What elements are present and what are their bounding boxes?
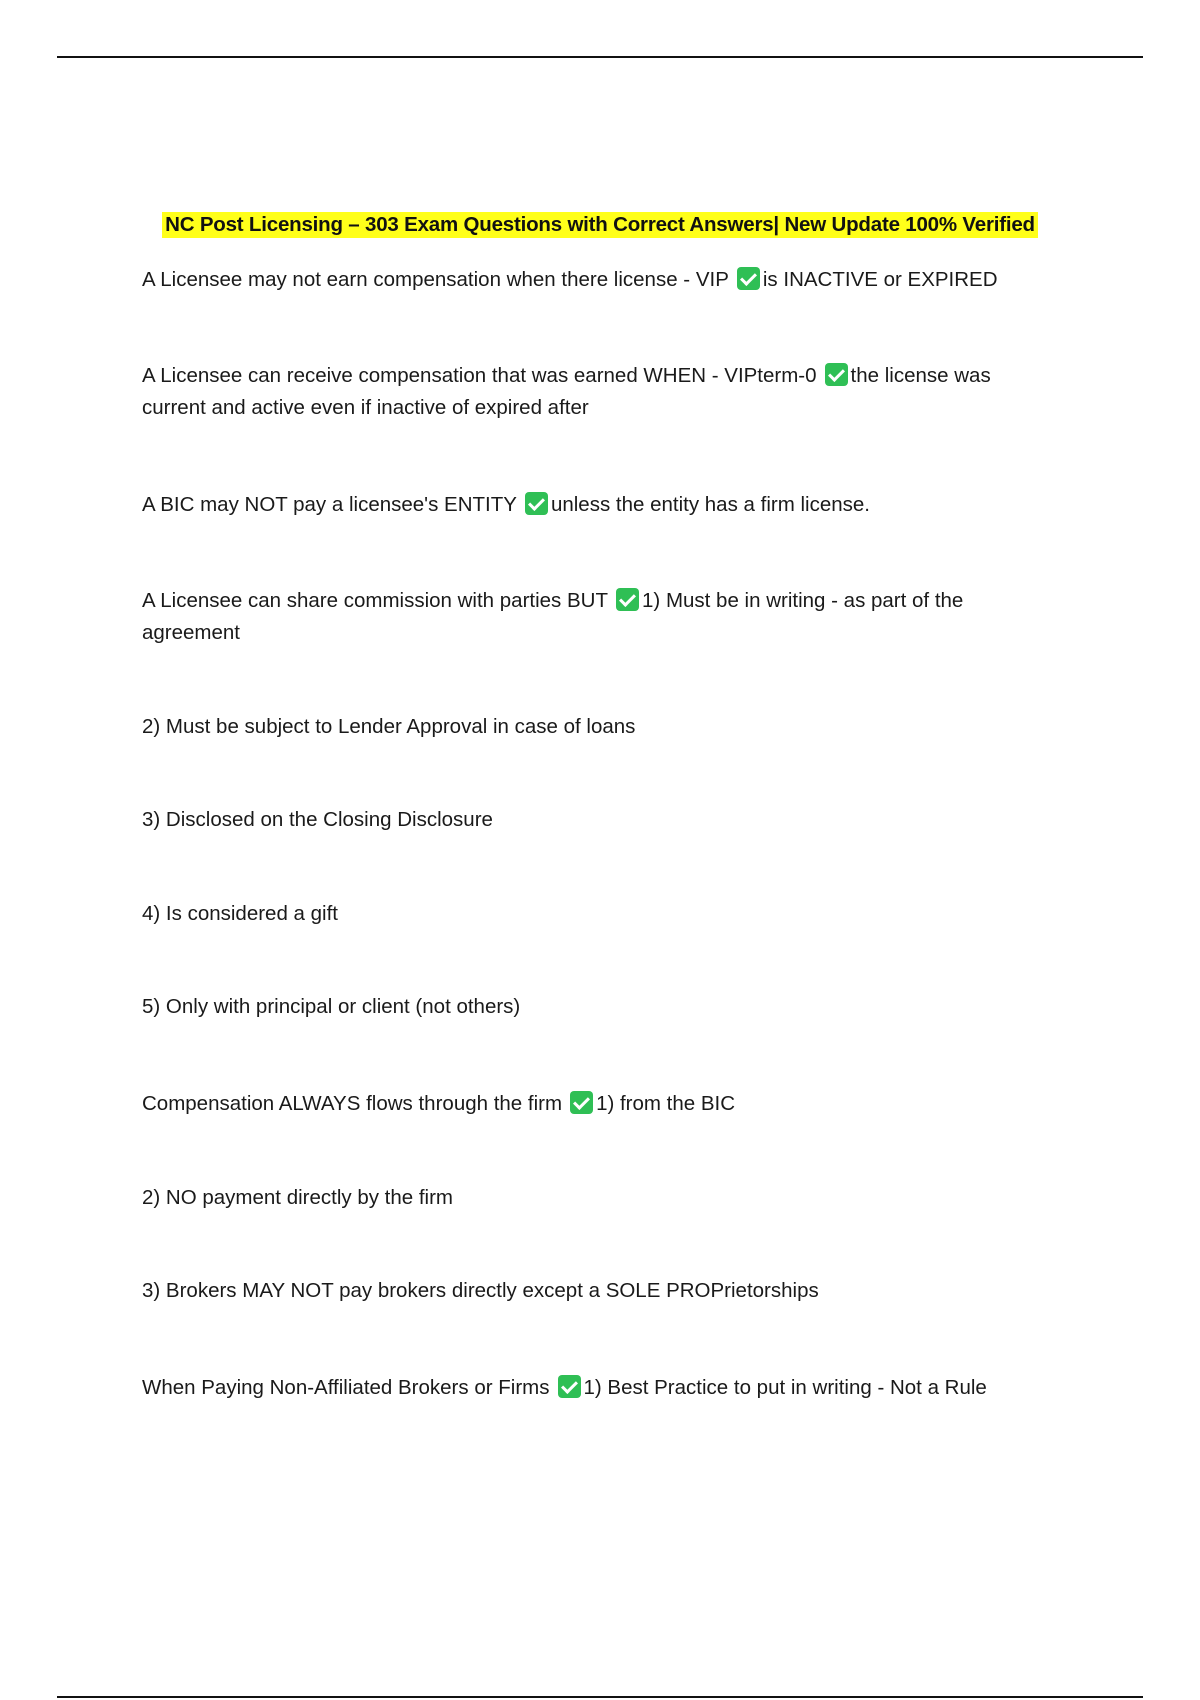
list-item: 4) Is considered a gift bbox=[142, 902, 338, 925]
question-text: Compensation ALWAYS flows through the firm bbox=[142, 1092, 563, 1115]
bottom-rule bbox=[57, 1696, 1143, 1698]
check-mark-icon bbox=[525, 492, 548, 515]
document-title: NC Post Licensing – 303 Exam Questions with Correct Answers| New Update 100% Verified bbox=[162, 212, 1038, 238]
check-mark-icon bbox=[570, 1091, 593, 1114]
question-text: A Licensee may not earn compensation when there license - VIP bbox=[142, 268, 729, 291]
qa-item bbox=[142, 1372, 987, 1404]
list-item: 5) Only with principal or client (not others) bbox=[142, 995, 521, 1018]
question-text: A Licensee can receive compensation that was earned WHEN - VIPterm-0 bbox=[142, 364, 817, 387]
answer-text: is INACTIVE or EXPIRED bbox=[762, 268, 998, 291]
check-mark-icon bbox=[825, 363, 848, 386]
list-item: 2) Must be subject to Lender Approval in case of loans bbox=[142, 715, 636, 738]
check-mark-icon bbox=[558, 1375, 581, 1398]
answer-text-continued: agreement bbox=[142, 621, 241, 644]
qa-item-continuation bbox=[142, 617, 240, 649]
qa-item bbox=[142, 585, 963, 617]
answer-text: 1) Must be in writing - as part of the bbox=[642, 589, 964, 612]
list-item: 2) NO payment directly by the firm bbox=[142, 1186, 454, 1209]
title-container bbox=[0, 212, 1200, 238]
question-text: A Licensee can share commission with parties BUT bbox=[142, 589, 609, 612]
question-text: A BIC may NOT pay a licensee's ENTITY bbox=[142, 493, 517, 516]
qa-item bbox=[142, 489, 870, 521]
answer-text-continued: current and active even if inactive of expired after bbox=[142, 396, 589, 419]
list-item: 3) Disclosed on the Closing Disclosure bbox=[142, 808, 493, 831]
qa-item bbox=[142, 1088, 735, 1120]
answer-text: 1) Best Practice to put in writing - Not a Rule bbox=[583, 1376, 987, 1399]
qa-item bbox=[142, 360, 991, 392]
answer-text: the license was bbox=[850, 364, 991, 387]
check-mark-icon bbox=[737, 267, 760, 290]
answer-text: unless the entity has a firm license. bbox=[550, 493, 870, 516]
answer-text: 1) from the BIC bbox=[596, 1092, 736, 1115]
qa-item bbox=[142, 264, 998, 296]
check-mark-icon bbox=[616, 588, 639, 611]
list-item: 3) Brokers MAY NOT pay brokers directly except a SOLE PROPrietorships bbox=[142, 1279, 819, 1302]
question-text: When Paying Non-Affiliated Brokers or Firms bbox=[142, 1376, 550, 1399]
qa-item-continuation bbox=[142, 392, 589, 424]
top-rule bbox=[57, 56, 1143, 58]
